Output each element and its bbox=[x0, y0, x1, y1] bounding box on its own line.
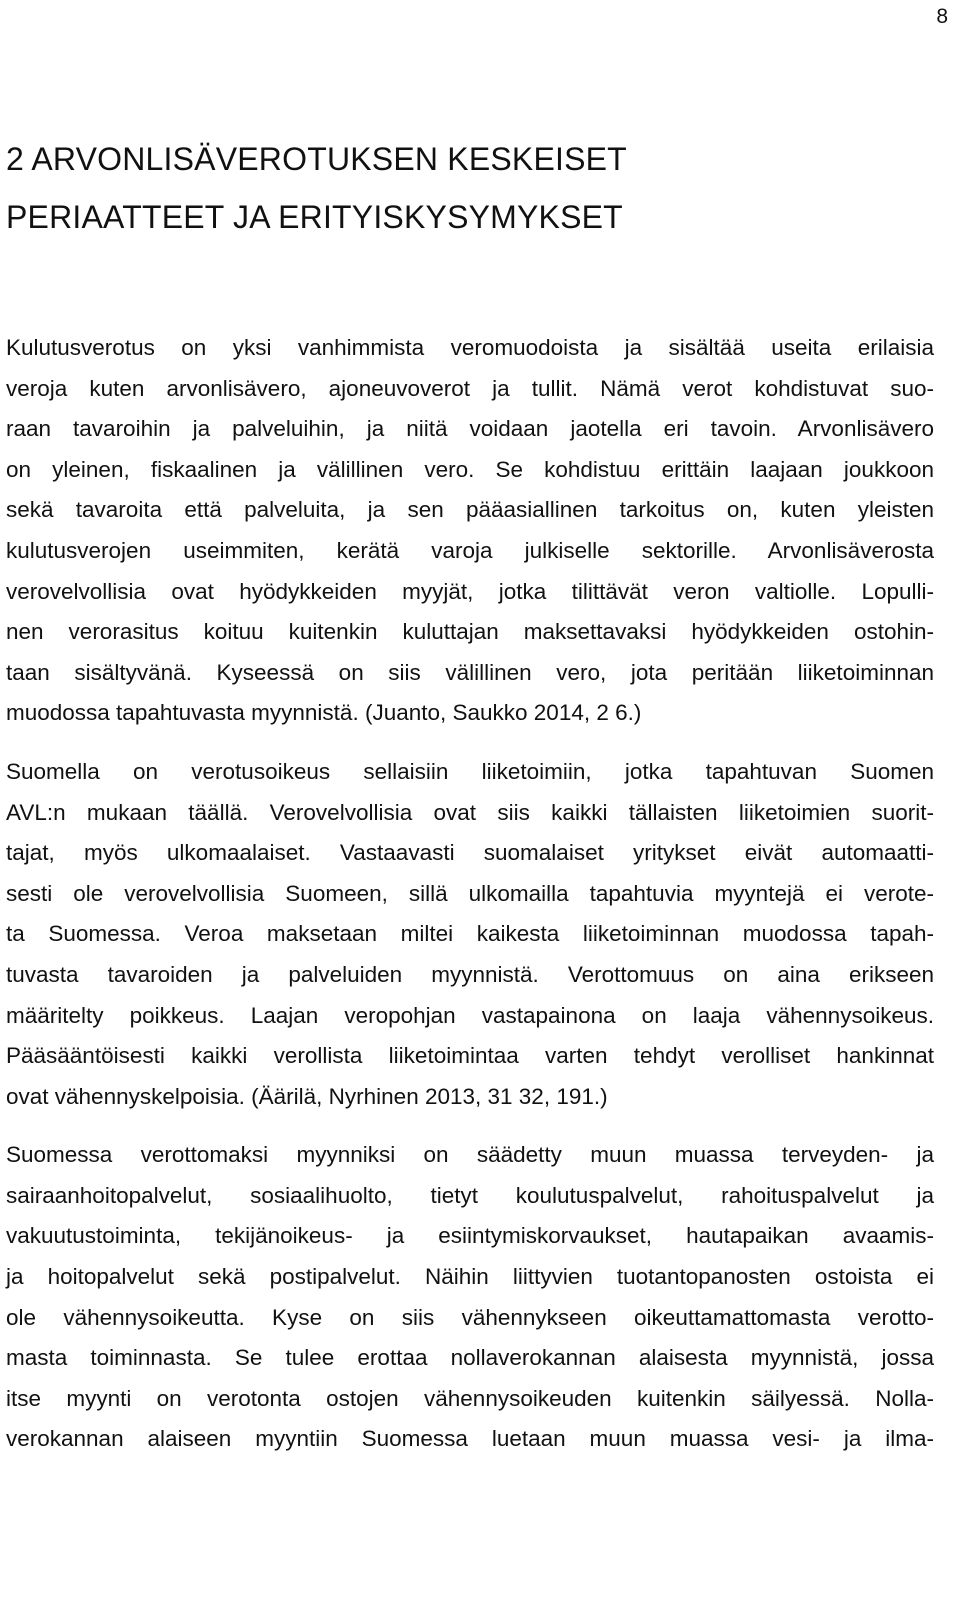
paragraph-line: ja hoitopalvelut sekä postipalvelut. Näihin liittyvien tuotantopanosten ostoista ei bbox=[6, 1264, 934, 1290]
paragraph-line: sekä tavaroita että palveluita, ja sen pääasiallinen tarkoitus on, kuten yleisten bbox=[6, 497, 934, 523]
paragraph-line: veroja kuten arvonlisävero, ajoneuvoverot ja tullit. Nämä verot kohdistuvat suo- bbox=[6, 375, 934, 401]
paragraph-line: verovelvollisia ovat hyödykkeiden myyjät, jotka tilittävät veron valtiolle. Lopulli- bbox=[6, 578, 934, 604]
document-body bbox=[6, 130, 934, 1460]
paragraph-line: tajat, myös ulkomaalaiset. Vastaavasti suomalaiset yritykset eivät automaatti- bbox=[6, 840, 934, 866]
paragraph-line: Suomella on verotusoikeus sellaisiin liiketoimiin, jotka tapahtuvan Suomen bbox=[6, 758, 934, 784]
paragraph-line: Suomessa verottomaksi myynniksi on säädetty muun muassa terveyden- ja bbox=[6, 1142, 934, 1168]
paragraph-line: sairaanhoitopalvelut, sosiaalihuolto, tietyt koulutuspalvelut, rahoituspalvelut ja bbox=[6, 1182, 934, 1208]
chapter-heading bbox=[6, 130, 934, 246]
paragraph-line: vakuutustoiminta, tekijänoikeus- ja esiintymiskorvaukset, hautapaikan avaamis- bbox=[6, 1223, 934, 1249]
paragraph-line: taan sisältyvänä. Kyseessä on siis välillinen vero, jota peritään liiketoiminnan bbox=[6, 659, 934, 685]
paragraph-line: määritelty poikkeus. Laajan veropohjan vastapainona on laaja vähennysoikeus. bbox=[6, 1002, 934, 1028]
paragraph-line: ta Suomessa. Veroa maksetaan miltei kaikesta liiketoiminnan muodossa tapah- bbox=[6, 921, 934, 947]
paragraph-line: Kulutusverotus on yksi vanhimmista veromuodoista ja sisältää useita erilaisia bbox=[6, 335, 934, 360]
paragraph-line: nen verorasitus koituu kuitenkin kuluttajan maksettavaksi hyödykkeiden ostohin- bbox=[6, 619, 934, 645]
paragraph-line: muodossa tapahtuvasta myynnistä. (Juanto, Saukko 2014, 2 6.) bbox=[6, 700, 642, 726]
paragraph-line: on yleinen, fiskaalinen ja välillinen vero. Se kohdistuu erittäin laajaan joukkoon bbox=[6, 456, 934, 482]
paragraph-3 bbox=[6, 1135, 934, 1460]
paragraph-line: tuvasta tavaroiden ja palveluiden myynnistä. Verottomuus on aina erikseen bbox=[6, 961, 934, 987]
paragraph-2 bbox=[6, 752, 934, 1117]
chapter-heading-line-2: PERIAATTEET JA ERITYISKYSYMYKSET bbox=[6, 199, 623, 235]
paragraph-line: Pääsääntöisesti kaikki verollista liiketoimintaa varten tehdyt verolliset hankinnat bbox=[6, 1043, 934, 1069]
paragraph-line: verokannan alaiseen myyntiin Suomessa luetaan muun muassa vesi- ja ilma- bbox=[6, 1426, 934, 1452]
paragraph-1 bbox=[6, 328, 934, 734]
paragraph-line: AVL:n mukaan täällä. Verovelvollisia ovat siis kaikki tällaisten liiketoimien suorit- bbox=[6, 799, 934, 825]
paragraph-line: itse myynti on verotonta ostojen vähennysoikeuden kuitenkin säilyessä. Nolla- bbox=[6, 1385, 934, 1411]
paragraph-line: ovat vähennyskelpoisia. (Äärilä, Nyrhinen 2013, 31 32, 191.) bbox=[6, 1083, 608, 1109]
paragraph-line: ole vähennysoikeutta. Kyse on siis vähennykseen oikeuttamattomasta verotto- bbox=[6, 1304, 934, 1330]
paragraph-line: sesti ole verovelvollisia Suomeen, sillä ulkomailla tapahtuvia myyntejä ei verote- bbox=[6, 880, 934, 906]
paragraph-line: kulutusverojen useimmiten, kerätä varoja julkiselle sektorille. Arvonlisäverosta bbox=[6, 537, 934, 563]
page-number: 8 bbox=[936, 5, 948, 28]
chapter-heading-line-1: 2 ARVONLISÄVEROTUKSEN KESKEISET bbox=[6, 141, 627, 177]
paragraph-line: raan tavaroihin ja palveluihin, ja niitä voidaan jaotella eri tavoin. Arvonlisävero bbox=[6, 416, 934, 442]
paragraph-line: masta toiminnasta. Se tulee erottaa nollaverokannan alaisesta myynnistä, jossa bbox=[6, 1345, 934, 1371]
